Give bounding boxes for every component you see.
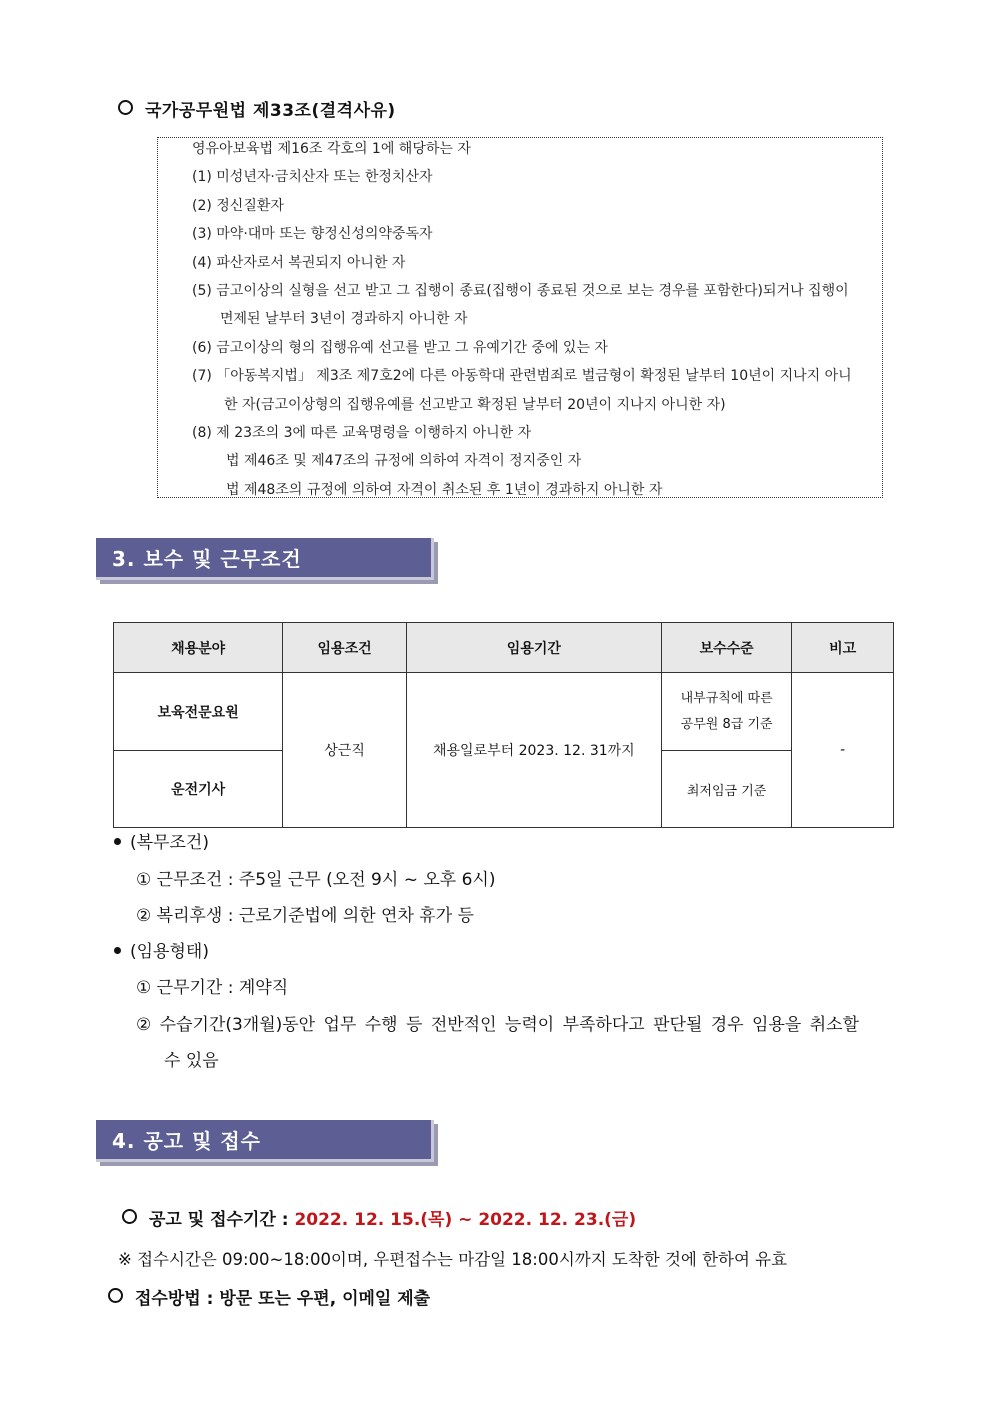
- work-heading: [114, 828, 209, 853]
- field-cell: 운전기사: [114, 751, 283, 828]
- disq-line: (6) 금고이상의 형의 집행유예 선고를 받고 그 유예기간 중에 있는 자: [192, 340, 608, 356]
- header-field: 채용분야: [114, 623, 283, 673]
- disq-line: 면제된 날부터 3년이 경과하지 아니한 자: [220, 311, 468, 327]
- circle-bullet-icon: [118, 100, 133, 115]
- work-heading-text: (복무조건): [130, 833, 209, 853]
- circle-bullet-icon: [122, 1209, 137, 1224]
- period-cell: 채용일로부터 2023. 12. 31까지: [406, 673, 661, 828]
- circle-bullet-icon: [108, 1288, 123, 1303]
- header-condition: 임용조건: [283, 623, 407, 673]
- disq-line: (8) 제 23조의 3에 따른 교육명령을 이행하지 아니한 자: [192, 425, 532, 441]
- disqualification-title-text: 국가공무원법 제33조(결격사유): [145, 101, 396, 121]
- header-period: 임용기간: [406, 623, 661, 673]
- employment-heading: [114, 937, 209, 962]
- note-cell: -: [792, 673, 894, 828]
- disq-line: (3) 마약·대마 또는 향정신성의약중독자: [192, 226, 433, 242]
- header-pay: 보수수준: [661, 623, 791, 673]
- period-value: 2022. 12. 15.(목) ~ 2022. 12. 23.(금): [294, 1210, 637, 1230]
- pay-line: 내부규칙에 따른: [680, 690, 773, 706]
- pay-cell: 최저임금 기준: [661, 751, 791, 828]
- disqualification-title: [118, 96, 396, 121]
- method-text: 접수방법 : 방문 또는 우편, 이메일 제출: [135, 1289, 431, 1309]
- disq-line: (7) 「아동복지법」 제3조 제7호2에 다른 아동학대 관련범죄로 벌금형이 확정된 날부터 10년이 지나지 아니: [192, 368, 852, 384]
- application-note: ※ 접수시간은 09:00~18:00이며, 우편접수는 마감일 18:00시까지 도착한 것에 한하여 유효: [118, 1250, 788, 1269]
- pay-table: [113, 622, 894, 828]
- employment-item: ① 근무기간 : 계약직: [136, 978, 289, 998]
- condition-cell: 상근직: [283, 673, 407, 828]
- bullet-icon: [114, 838, 121, 845]
- disq-line: (4) 파산자로서 복권되지 아니한 자: [192, 255, 406, 271]
- period-label: 공고 및 접수기간 :: [149, 1210, 295, 1230]
- disq-line: 법 제46조 및 제47조의 규정에 의하여 자격이 정지중인 자: [226, 453, 582, 469]
- pay-line: 공무원 8급 기준: [680, 716, 773, 732]
- disq-line: (5) 금고이상의 실형을 선고 받고 그 집행이 종료(집행이 종료된 것으로 보는 경우를 포함한다)되거나 집행이: [192, 283, 849, 299]
- pay-cell: [661, 673, 791, 751]
- section4-banner: 4. 공고 및 접수: [96, 1120, 434, 1162]
- disq-line: (1) 미성년자·금치산자 또는 한정치산자: [192, 169, 433, 185]
- disq-line: 영유아보육법 제16조 각호의 1에 해당하는 자: [192, 141, 471, 157]
- table-header-row: [114, 623, 894, 673]
- application-period: [122, 1205, 636, 1230]
- table-row: [114, 673, 894, 751]
- section3-banner: 3. 보수 및 근무조건: [96, 538, 434, 580]
- work-item: ② 복리후생 : 근로기준법에 의한 연차 휴가 등: [136, 906, 474, 926]
- disqualification-box: [157, 137, 883, 498]
- work-item: ① 근무조건 : 주5일 근무 (오전 9시 ~ 오후 6시): [136, 870, 496, 890]
- disq-line: 법 제48조의 규정에 의하여 자격이 취소된 후 1년이 경과하지 아니한 자: [226, 482, 663, 498]
- application-method: [108, 1284, 430, 1309]
- disq-line: 한 자(금고이상형의 집행유예를 선고받고 확정된 날부터 20년이 지나지 아니한 자): [224, 397, 726, 413]
- bullet-icon: [114, 947, 121, 954]
- field-cell: 보육전문요원: [114, 673, 283, 751]
- header-note: 비고: [792, 623, 894, 673]
- disq-line: (2) 정신질환자: [192, 198, 284, 214]
- employment-item: ② 수습기간(3개월)동안 업무 수행 등 전반적인 능력이 부족하다고 판단될 경우 임용을 취소할: [136, 1015, 859, 1035]
- employment-heading-text: (임용형태): [130, 942, 209, 962]
- employment-item: 수 있음: [164, 1051, 219, 1071]
